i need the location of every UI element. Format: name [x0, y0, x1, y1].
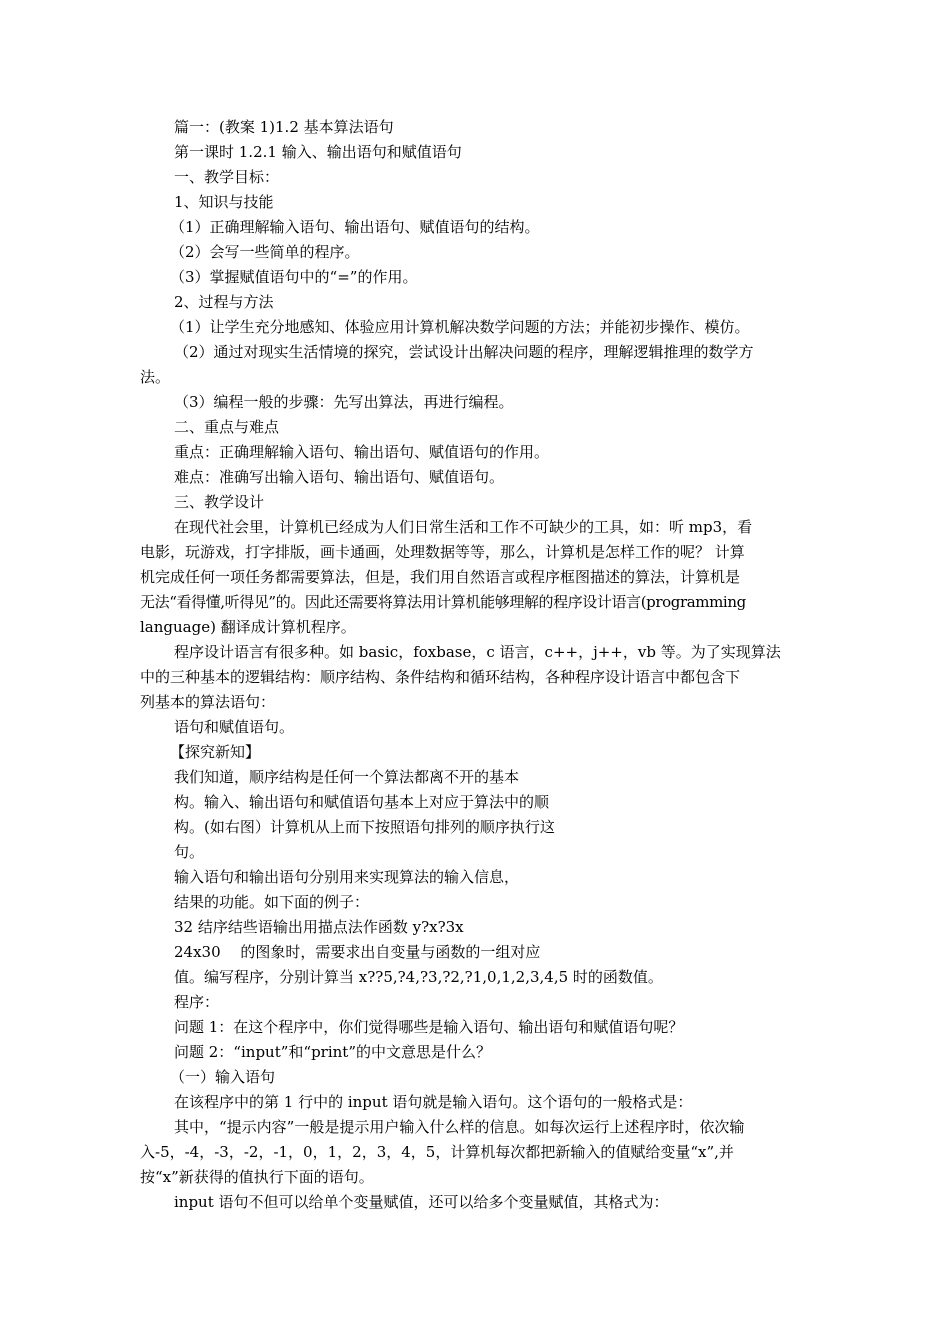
paragraph-line: 构。(如右图）计算机从上而下按照语句排列的顺序执行这	[174, 818, 555, 836]
paragraph-line: 在该程序中的第 1 行中的 input 语句就是输入语句。这个语句的一般格式是：	[174, 1093, 693, 1111]
section-heading: 三、教学设计	[174, 493, 265, 511]
list-item-continuation: 法。	[140, 368, 171, 386]
document-body	[140, 115, 812, 1215]
paragraph-line: 语句和赋值语句。	[174, 718, 295, 736]
section-heading: 【探究新知】	[170, 743, 261, 761]
paragraph-line: language) 翻译成计算机程序。	[140, 618, 356, 636]
section-heading: 二、重点与难点	[174, 418, 280, 436]
doc-title: 篇一：(教案 1)1.2 基本算法语句	[174, 118, 394, 136]
paragraph-line: 程序：	[174, 993, 220, 1011]
list-item: （2）会写一些简单的程序。	[170, 243, 360, 261]
paragraph-line: 难点：准确写出输入语句、输出语句、赋值语句。	[174, 468, 505, 486]
list-item: （1）正确理解输入语句、输出语句、赋值语句的结构。	[170, 218, 540, 236]
paragraph-line: 程序设计语言有很多种。如 basic，foxbase，c 语言，c++，j++，vb 等。为了实现算法	[174, 643, 781, 661]
paragraph-line: 在现代社会里，计算机已经成为人们日常生活和工作不可缺少的工具，如：听 mp3，看	[174, 518, 753, 536]
paragraph-line: input 语句不但可以给单个变量赋值，还可以给多个变量赋值，其格式为：	[174, 1193, 669, 1211]
paragraph-line: 列基本的算法语句：	[140, 693, 276, 711]
paragraph-line: 无法“看得懂,听得见”的。因此还需要将算法用计算机能够理解的程序设计语言(programming	[140, 593, 746, 611]
paragraph-line: 机完成任何一项任务都需要算法，但是，我们用自然语言或程序框图描述的算法，计算机是	[140, 568, 741, 586]
paragraph-line: 中的三种基本的逻辑结构：顺序结构、条件结构和循环结构，各种程序设计语言中都包含下	[140, 668, 741, 686]
paragraph-line: 32 结序结些语输出用描点法作函数 y?x?3x	[174, 918, 464, 936]
subsection-heading: （一）输入语句	[170, 1068, 276, 1086]
paragraph-line: 结果的功能。如下面的例子：	[174, 893, 370, 911]
lesson-heading: 第一课时 1.2.1 输入、输出语句和赋值语句	[174, 143, 462, 161]
paragraph-line: 入-5，-4，-3，-2，-1，0，1，2，3，4，5，计算机每次都把新输入的值赋给变量“x”,并	[140, 1143, 734, 1161]
paragraph-line: 输入语句和输出语句分别用来实现算法的输入信息，	[174, 868, 520, 886]
paragraph-line: 电影，玩游戏，打字排版，画卡通画，处理数据等等，那么，计算机是怎样工作的呢？ 计算	[140, 543, 745, 561]
paragraph-line: 24x30 的图象时，需要求出自变量与函数的一组对应	[174, 943, 541, 961]
paragraph-line: 其中，“提示内容”一般是提示用户输入什么样的信息。如每次运行上述程序时，依次输	[174, 1118, 745, 1136]
list-item: （3）掌握赋值语句中的“=”的作用。	[170, 268, 418, 286]
paragraph-line: 句。	[174, 843, 205, 861]
paragraph-line: 按“x”新获得的值执行下面的语句。	[140, 1168, 374, 1186]
paragraph-line: 构。输入、输出语句和赋值语句基本上对应于算法中的顺	[174, 793, 550, 811]
paragraph-line: 值。编写程序，分别计算当 x??5,?4,?3,?2,?1,0,1,2,3,4,5 时的函数值。	[174, 968, 663, 986]
paragraph-line: 重点：正确理解输入语句、输出语句、赋值语句的作用。	[174, 443, 550, 461]
list-item: （2）通过对现实生活情境的探究，尝试设计出解决问题的程序，理解逻辑推理的数学方	[174, 343, 754, 361]
paragraph-line: 问题 1：在这个程序中，你们觉得哪些是输入语句、输出语句和赋值语句呢？	[174, 1018, 684, 1036]
section-heading: 一、教学目标：	[174, 168, 280, 186]
paragraph-line: 问题 2：“input”和“print”的中文意思是什么？	[174, 1043, 491, 1061]
subsection-heading: 1、知识与技能	[174, 193, 274, 211]
list-item: （3）编程一般的步骤：先写出算法，再进行编程。	[174, 393, 514, 411]
paragraph-line: 我们知道，顺序结构是任何一个算法都离不开的基本	[174, 768, 520, 786]
subsection-heading: 2、过程与方法	[174, 293, 274, 311]
list-item: （1）让学生充分地感知、体验应用计算机解决数学问题的方法；并能初步操作、模仿。	[170, 318, 750, 336]
